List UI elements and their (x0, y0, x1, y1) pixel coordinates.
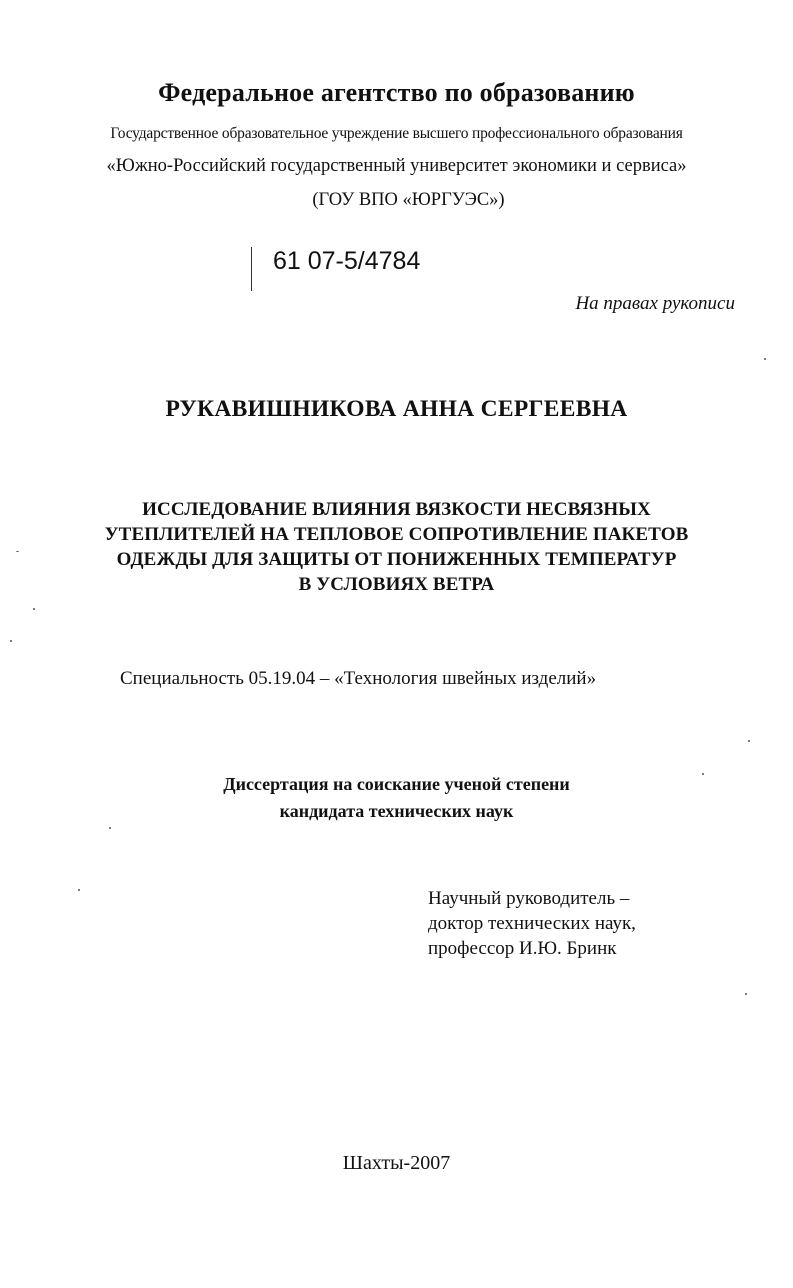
city-year: Шахты-2007 (342, 1152, 451, 1174)
catalog-stamp-bar (251, 247, 252, 291)
institution-type: Государственное образовательное учреждение высшего профессионального образования (110, 125, 683, 142)
degree-line: кандидата технических наук (279, 801, 514, 821)
scan-speck (33, 608, 35, 610)
scan-speck (745, 993, 747, 995)
scan-speck (78, 889, 80, 891)
supervisor-name: профессор И.Ю. Бринк (428, 938, 617, 959)
catalog-number: 61 07-5/4784 (273, 247, 421, 275)
institution-abbreviation: (ГОУ ВПО «ЮРГУЭС») (312, 190, 505, 210)
degree-line: Диссертация на соискание ученой степени (223, 774, 570, 794)
author-name: РУКАВИШНИКОВА АННА СЕРГЕЕВНА (165, 396, 628, 422)
scan-speck (10, 640, 12, 642)
scan-speck (16, 551, 19, 552)
supervisor-role: Научный руководитель – (428, 888, 630, 909)
scan-speck (748, 740, 750, 742)
institution-name: «Южно-Российский государственный университет экономики и сервиса» (106, 156, 687, 176)
scan-speck (764, 358, 766, 360)
dissertation-degree (0, 771, 793, 825)
supervisor-degree: доктор технических наук, (428, 913, 636, 934)
title-line: ОДЕЖДЫ ДЛЯ ЗАЩИТЫ ОТ ПОНИЖЕННЫХ ТЕМПЕРАТУР (116, 549, 677, 570)
title-line: УТЕПЛИТЕЛЕЙ НА ТЕПЛОВОЕ СОПРОТИВЛЕНИЕ ПАКЕТОВ (104, 524, 689, 545)
title-line: ИССЛЕДОВАНИЕ ВЛИЯНИЯ ВЯЗКОСТИ НЕСВЯЗНЫХ (142, 499, 651, 520)
agency-heading: Федеральное агентство по образованию (158, 78, 635, 107)
rights-note: На правах рукописи (575, 293, 735, 314)
scan-speck (109, 827, 111, 829)
scan-speck (702, 773, 704, 775)
supervisor-block (428, 886, 636, 961)
dissertation-title (0, 497, 793, 597)
specialty: Специальность 05.19.04 – «Технология швейных изделий» (120, 668, 597, 689)
title-line: В УСЛОВИЯХ ВЕТРА (298, 574, 495, 595)
